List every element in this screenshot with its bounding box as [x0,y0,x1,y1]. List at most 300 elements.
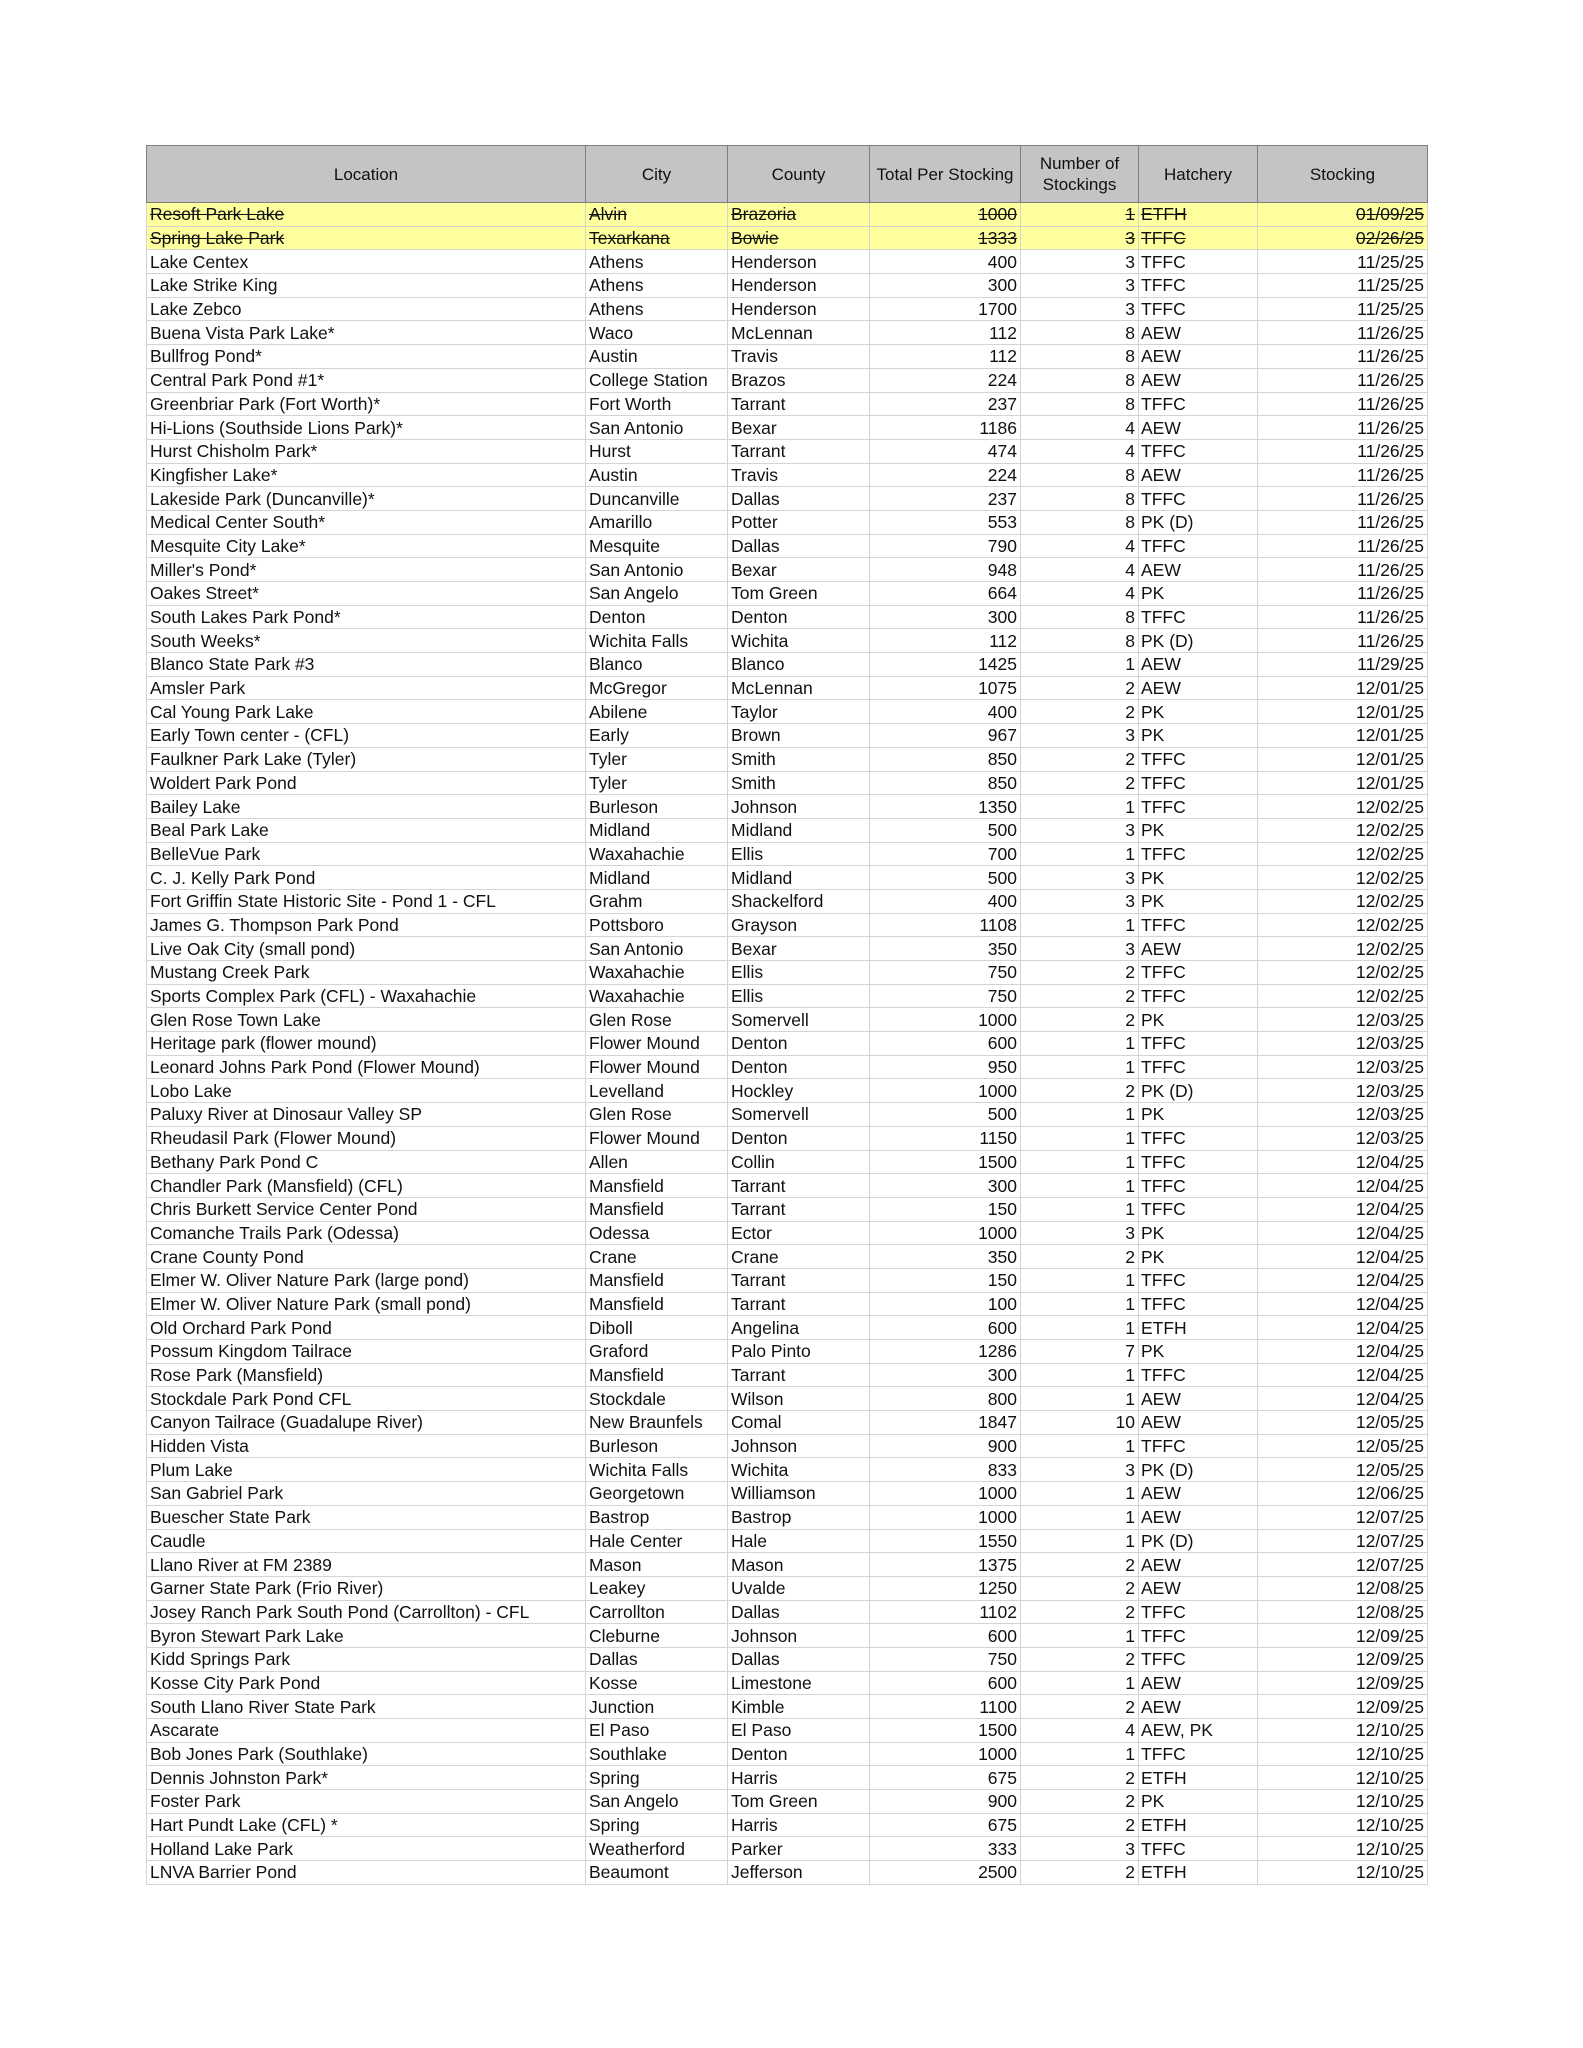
cell-county: Henderson [728,297,870,321]
cell-county: Crane [728,1245,870,1269]
cell-location: Chandler Park (Mansfield) (CFL) [147,1174,586,1198]
cell-county: Denton [728,605,870,629]
cell-city: San Angelo [586,582,728,606]
table-row [147,605,1428,629]
cell-count: 1 [1021,1505,1139,1529]
cell-county: Harris [728,1766,870,1790]
cell-date: 12/01/25 [1258,700,1428,724]
cell-city: Abilene [586,700,728,724]
cell-location: C. J. Kelly Park Pond [147,866,586,890]
cell-count: 8 [1021,629,1139,653]
table-row [147,842,1428,866]
cell-county: Smith [728,747,870,771]
cell-location: Kosse City Park Pond [147,1671,586,1695]
table-row [147,345,1428,369]
cell-city: Diboll [586,1316,728,1340]
cell-total: 1333 [870,226,1021,250]
cell-city: Mansfield [586,1174,728,1198]
cell-date: 12/04/25 [1258,1292,1428,1316]
cell-date: 12/03/25 [1258,1008,1428,1032]
cell-hatchery: AEW [1139,676,1258,700]
cell-location: Lake Strike King [147,274,586,298]
table-row [147,1861,1428,1885]
cell-county: Tarrant [728,1292,870,1316]
cell-location: Lobo Lake [147,1079,586,1103]
cell-county: Henderson [728,274,870,298]
cell-count: 3 [1021,1221,1139,1245]
cell-hatchery: TFFC [1139,771,1258,795]
cell-location: Greenbriar Park (Fort Worth)* [147,392,586,416]
table-row [147,747,1428,771]
cell-location: Oakes Street* [147,582,586,606]
cell-total: 1000 [870,1505,1021,1529]
table-row [147,653,1428,677]
cell-total: 675 [870,1766,1021,1790]
cell-hatchery: TFFC [1139,842,1258,866]
cell-hatchery: PK (D) [1139,629,1258,653]
cell-city: Mason [586,1553,728,1577]
cell-count: 3 [1021,818,1139,842]
cell-hatchery: TFFC [1139,1268,1258,1292]
table-row [147,1719,1428,1743]
cell-date: 12/02/25 [1258,842,1428,866]
cell-count: 1 [1021,1742,1139,1766]
cell-total: 600 [870,1671,1021,1695]
cell-county: Midland [728,866,870,890]
cell-city: Crane [586,1245,728,1269]
cell-hatchery: PK [1139,1103,1258,1127]
cell-city: Mansfield [586,1292,728,1316]
cell-count: 1 [1021,1292,1139,1316]
cell-location: Elmer W. Oliver Nature Park (large pond) [147,1268,586,1292]
cell-hatchery: ETFH [1139,203,1258,227]
cell-city: Cleburne [586,1624,728,1648]
cell-total: 600 [870,1032,1021,1056]
cell-hatchery: AEW [1139,368,1258,392]
cell-county: Denton [728,1032,870,1056]
cell-date: 11/26/25 [1258,605,1428,629]
cell-count: 8 [1021,463,1139,487]
cell-date: 11/26/25 [1258,416,1428,440]
cell-hatchery: AEW [1139,345,1258,369]
cell-county: Brazoria [728,203,870,227]
cell-location: Crane County Pond [147,1245,586,1269]
table-row [147,1032,1428,1056]
cell-total: 850 [870,771,1021,795]
cell-total: 790 [870,534,1021,558]
cell-hatchery: TFFC [1139,226,1258,250]
cell-location: Woldert Park Pond [147,771,586,795]
cell-hatchery: PK [1139,1008,1258,1032]
cell-city: Alvin [586,203,728,227]
cell-total: 1000 [870,203,1021,227]
table-row [147,1505,1428,1529]
cell-count: 2 [1021,1766,1139,1790]
cell-total: 150 [870,1268,1021,1292]
cell-location: Bob Jones Park (Southlake) [147,1742,586,1766]
cell-hatchery: TFFC [1139,1624,1258,1648]
cell-hatchery: PK [1139,582,1258,606]
cell-hatchery: AEW [1139,1695,1258,1719]
cell-total: 833 [870,1458,1021,1482]
cell-city: Mansfield [586,1268,728,1292]
cell-hatchery: PK (D) [1139,1458,1258,1482]
cell-count: 1 [1021,1434,1139,1458]
cell-city: Spring [586,1813,728,1837]
table-row [147,487,1428,511]
cell-city: Tyler [586,771,728,795]
cell-total: 675 [870,1813,1021,1837]
cell-county: Bastrop [728,1505,870,1529]
cell-date: 11/25/25 [1258,250,1428,274]
cell-county: Hale [728,1529,870,1553]
cell-county: Tarrant [728,1197,870,1221]
cell-city: Kosse [586,1671,728,1695]
cell-date: 12/01/25 [1258,747,1428,771]
cell-county: Dallas [728,1647,870,1671]
table-row [147,1624,1428,1648]
cell-date: 12/05/25 [1258,1434,1428,1458]
cell-city: New Braunfels [586,1411,728,1435]
cell-hatchery: TFFC [1139,1742,1258,1766]
table-row [147,866,1428,890]
cell-hatchery: TFFC [1139,250,1258,274]
cell-hatchery: AEW [1139,1671,1258,1695]
cell-date: 12/04/25 [1258,1316,1428,1340]
cell-date: 12/10/25 [1258,1790,1428,1814]
cell-total: 333 [870,1837,1021,1861]
cell-city: Flower Mound [586,1032,728,1056]
cell-county: Denton [728,1126,870,1150]
cell-count: 1 [1021,1032,1139,1056]
cell-total: 400 [870,700,1021,724]
cell-hatchery: ETFH [1139,1316,1258,1340]
cell-city: Midland [586,866,728,890]
cell-total: 1500 [870,1719,1021,1743]
cell-date: 12/02/25 [1258,937,1428,961]
cell-city: Hurst [586,439,728,463]
table-row [147,1055,1428,1079]
cell-city: El Paso [586,1719,728,1743]
cell-city: Southlake [586,1742,728,1766]
cell-count: 2 [1021,1600,1139,1624]
table-row [147,321,1428,345]
table-row [147,1813,1428,1837]
table-row [147,1766,1428,1790]
cell-county: Johnson [728,1434,870,1458]
cell-date: 11/26/25 [1258,582,1428,606]
cell-count: 3 [1021,1458,1139,1482]
cell-total: 850 [870,747,1021,771]
cell-hatchery: TFFC [1139,1600,1258,1624]
cell-location: South Lakes Park Pond* [147,605,586,629]
cell-location: BelleVue Park [147,842,586,866]
cell-county: Tom Green [728,1790,870,1814]
table-row [147,368,1428,392]
cell-county: Wichita [728,1458,870,1482]
cell-hatchery: PK (D) [1139,510,1258,534]
cell-county: McLennan [728,321,870,345]
cell-count: 4 [1021,582,1139,606]
cell-location: Foster Park [147,1790,586,1814]
cell-county: Dallas [728,534,870,558]
cell-date: 12/07/25 [1258,1553,1428,1577]
cell-county: Tarrant [728,1174,870,1198]
cell-count: 1 [1021,203,1139,227]
cell-count: 4 [1021,416,1139,440]
cell-county: Palo Pinto [728,1340,870,1364]
cell-total: 553 [870,510,1021,534]
cell-date: 11/26/25 [1258,392,1428,416]
table-row [147,1316,1428,1340]
cell-total: 350 [870,937,1021,961]
cell-hatchery: ETFH [1139,1766,1258,1790]
header-location: Location [147,146,586,203]
cell-date: 12/01/25 [1258,771,1428,795]
cell-county: Brown [728,724,870,748]
cell-hatchery: TFFC [1139,1197,1258,1221]
cell-hatchery: AEW [1139,1553,1258,1577]
cell-hatchery: AEW [1139,1411,1258,1435]
cell-total: 500 [870,866,1021,890]
cell-total: 1375 [870,1553,1021,1577]
cell-total: 500 [870,1103,1021,1127]
cell-date: 11/25/25 [1258,297,1428,321]
cell-hatchery: TFFC [1139,1434,1258,1458]
cell-county: Grayson [728,913,870,937]
cell-date: 12/01/25 [1258,676,1428,700]
cell-date: 11/29/25 [1258,653,1428,677]
cell-count: 2 [1021,1790,1139,1814]
cell-location: Faulkner Park Lake (Tyler) [147,747,586,771]
cell-hatchery: AEW [1139,558,1258,582]
cell-date: 12/04/25 [1258,1268,1428,1292]
table-row [147,392,1428,416]
table-row [147,1174,1428,1198]
cell-date: 12/02/25 [1258,818,1428,842]
cell-total: 750 [870,961,1021,985]
cell-total: 150 [870,1197,1021,1221]
cell-total: 1000 [870,1482,1021,1506]
cell-date: 12/02/25 [1258,961,1428,985]
cell-location: Byron Stewart Park Lake [147,1624,586,1648]
table-row [147,629,1428,653]
cell-city: Wichita Falls [586,1458,728,1482]
cell-count: 1 [1021,1055,1139,1079]
table-row [147,1671,1428,1695]
table-row [147,1292,1428,1316]
cell-count: 1 [1021,1624,1139,1648]
cell-city: Waxahachie [586,961,728,985]
table-row [147,1363,1428,1387]
cell-location: San Gabriel Park [147,1482,586,1506]
cell-city: Fort Worth [586,392,728,416]
table-row [147,961,1428,985]
cell-count: 1 [1021,1126,1139,1150]
table-row [147,1150,1428,1174]
cell-city: San Angelo [586,1790,728,1814]
cell-count: 2 [1021,1813,1139,1837]
cell-count: 1 [1021,1316,1139,1340]
cell-total: 1100 [870,1695,1021,1719]
cell-count: 2 [1021,747,1139,771]
cell-city: McGregor [586,676,728,700]
cell-county: Jefferson [728,1861,870,1885]
table-row [147,274,1428,298]
cell-city: Tyler [586,747,728,771]
cell-county: Tarrant [728,439,870,463]
table-row [147,1647,1428,1671]
table-row [147,1695,1428,1719]
cell-total: 750 [870,1647,1021,1671]
header-stocking: Stocking [1258,146,1428,203]
cell-city: Waxahachie [586,842,728,866]
cell-count: 4 [1021,1719,1139,1743]
cell-count: 10 [1021,1411,1139,1435]
cell-city: Levelland [586,1079,728,1103]
cell-total: 1847 [870,1411,1021,1435]
table-row [147,558,1428,582]
cell-location: Cal Young Park Lake [147,700,586,724]
table-row [147,226,1428,250]
cell-count: 1 [1021,1174,1139,1198]
cell-city: Burleson [586,1434,728,1458]
cell-county: Bexar [728,416,870,440]
cell-total: 400 [870,889,1021,913]
cell-total: 350 [870,1245,1021,1269]
cell-hatchery: PK [1139,700,1258,724]
cell-date: 12/10/25 [1258,1813,1428,1837]
cell-date: 12/05/25 [1258,1458,1428,1482]
table-row [147,1268,1428,1292]
cell-county: Tarrant [728,1363,870,1387]
cell-total: 237 [870,487,1021,511]
table-row [147,1340,1428,1364]
cell-total: 1102 [870,1600,1021,1624]
cell-total: 600 [870,1316,1021,1340]
cell-total: 900 [870,1790,1021,1814]
cell-location: James G. Thompson Park Pond [147,913,586,937]
cell-date: 12/07/25 [1258,1505,1428,1529]
cell-city: Pottsboro [586,913,728,937]
cell-date: 12/04/25 [1258,1340,1428,1364]
cell-city: Hale Center [586,1529,728,1553]
cell-count: 3 [1021,866,1139,890]
table-row [147,510,1428,534]
cell-count: 2 [1021,1695,1139,1719]
cell-location: Leonard Johns Park Pond (Flower Mound) [147,1055,586,1079]
cell-city: Odessa [586,1221,728,1245]
cell-location: Hurst Chisholm Park* [147,439,586,463]
cell-total: 224 [870,368,1021,392]
cell-date: 11/26/25 [1258,345,1428,369]
cell-total: 237 [870,392,1021,416]
table-row [147,724,1428,748]
table-row [147,1197,1428,1221]
cell-hatchery: ETFH [1139,1813,1258,1837]
cell-date: 12/07/25 [1258,1529,1428,1553]
cell-count: 1 [1021,1671,1139,1695]
cell-location: Fort Griffin State Historic Site - Pond 1 - CFL [147,889,586,913]
cell-count: 4 [1021,558,1139,582]
cell-date: 11/26/25 [1258,534,1428,558]
cell-location: Holland Lake Park [147,1837,586,1861]
cell-count: 7 [1021,1340,1139,1364]
cell-hatchery: AEW [1139,1576,1258,1600]
cell-county: Wilson [728,1387,870,1411]
cell-hatchery: AEW [1139,321,1258,345]
cell-count: 1 [1021,1103,1139,1127]
cell-county: Bexar [728,937,870,961]
table-row [147,1600,1428,1624]
cell-hatchery: AEW [1139,937,1258,961]
cell-total: 1350 [870,795,1021,819]
cell-city: Dallas [586,1647,728,1671]
cell-date: 11/26/25 [1258,558,1428,582]
cell-date: 12/02/25 [1258,795,1428,819]
table-row [147,1529,1428,1553]
cell-city: Junction [586,1695,728,1719]
cell-city: Leakey [586,1576,728,1600]
cell-hatchery: TFFC [1139,1150,1258,1174]
cell-location: Ascarate [147,1719,586,1743]
cell-county: Collin [728,1150,870,1174]
cell-location: Canyon Tailrace (Guadalupe River) [147,1411,586,1435]
cell-county: Comal [728,1411,870,1435]
cell-location: Possum Kingdom Tailrace [147,1340,586,1364]
cell-county: Midland [728,818,870,842]
cell-date: 11/26/25 [1258,321,1428,345]
cell-city: Waco [586,321,728,345]
cell-location: Stockdale Park Pond CFL [147,1387,586,1411]
cell-total: 1000 [870,1008,1021,1032]
table-row [147,250,1428,274]
cell-county: Angelina [728,1316,870,1340]
cell-location: Glen Rose Town Lake [147,1008,586,1032]
cell-hatchery: PK [1139,1245,1258,1269]
cell-total: 400 [870,250,1021,274]
cell-location: Resoft Park Lake [147,203,586,227]
cell-hatchery: AEW [1139,463,1258,487]
cell-location: Central Park Pond #1* [147,368,586,392]
cell-hatchery: TFFC [1139,605,1258,629]
cell-location: Early Town center - (CFL) [147,724,586,748]
cell-count: 4 [1021,439,1139,463]
cell-date: 12/08/25 [1258,1576,1428,1600]
cell-date: 12/03/25 [1258,1055,1428,1079]
cell-hatchery: TFFC [1139,392,1258,416]
cell-location: Lake Zebco [147,297,586,321]
table-row [147,1790,1428,1814]
cell-location: Lake Centex [147,250,586,274]
cell-total: 112 [870,345,1021,369]
cell-total: 1550 [870,1529,1021,1553]
cell-hatchery: TFFC [1139,534,1258,558]
cell-total: 1108 [870,913,1021,937]
cell-count: 3 [1021,889,1139,913]
cell-count: 8 [1021,392,1139,416]
cell-county: Johnson [728,1624,870,1648]
table-row [147,534,1428,558]
cell-city: Athens [586,297,728,321]
cell-count: 1 [1021,1363,1139,1387]
cell-location: Elmer W. Oliver Nature Park (small pond) [147,1292,586,1316]
cell-hatchery: PK [1139,1221,1258,1245]
cell-date: 12/10/25 [1258,1837,1428,1861]
cell-hatchery: TFFC [1139,795,1258,819]
cell-count: 3 [1021,1837,1139,1861]
cell-total: 300 [870,274,1021,298]
